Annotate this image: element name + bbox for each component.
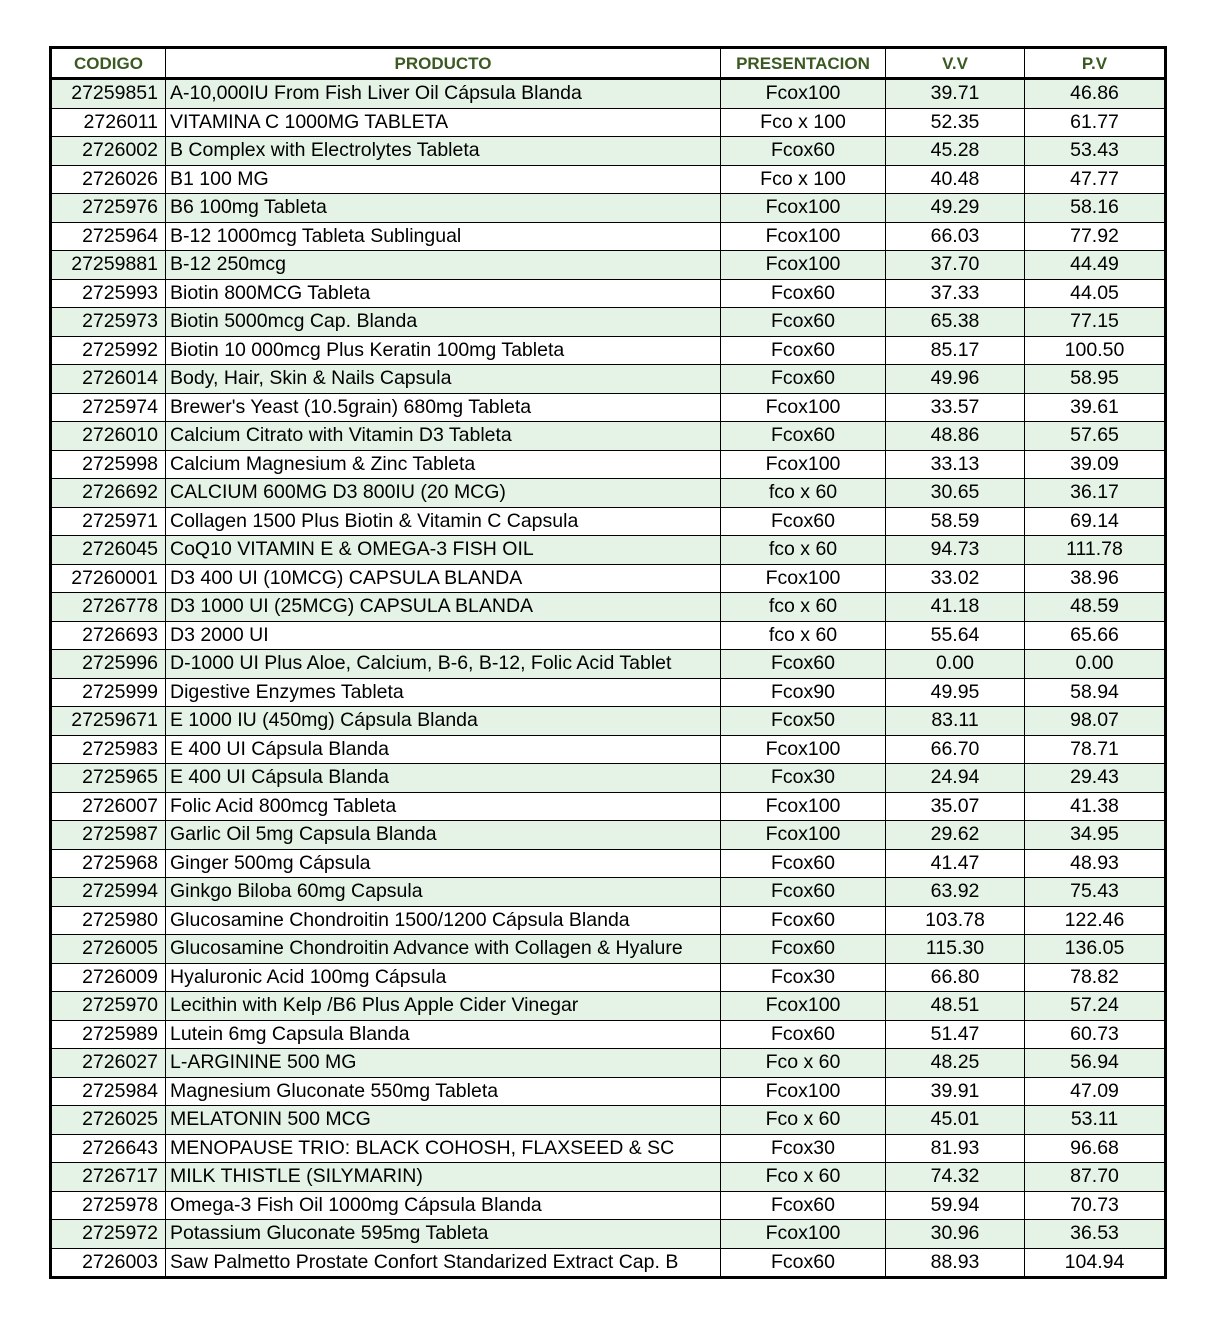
cell-codigo: 2725976 <box>51 194 166 223</box>
cell-producto: Glucosamine Chondroitin Advance with Collagen & Hyalure <box>166 935 721 964</box>
cell-producto: Lutein 6mg Capsula Blanda <box>166 1020 721 1049</box>
cell-presentacion: Fcox60 <box>721 906 886 935</box>
cell-producto: D-1000 UI Plus Aloe, Calcium, B-6, B-12, Folic Acid Tablet <box>166 650 721 679</box>
cell-vv: 40.48 <box>886 165 1025 194</box>
cell-codigo: 2725987 <box>51 821 166 850</box>
cell-presentacion: Fcox60 <box>721 650 886 679</box>
table-row <box>51 1049 1166 1078</box>
cell-producto: Garlic Oil 5mg Capsula Blanda <box>166 821 721 850</box>
cell-vv: 81.93 <box>886 1134 1025 1163</box>
cell-presentacion: Fcox60 <box>721 1191 886 1220</box>
cell-codigo: 2726011 <box>51 108 166 137</box>
cell-producto: Biotin 5000mcg Cap. Blanda <box>166 308 721 337</box>
cell-pv: 39.61 <box>1025 393 1166 422</box>
cell-vv: 94.73 <box>886 536 1025 565</box>
cell-presentacion: Fcox60 <box>721 935 886 964</box>
cell-codigo: 2725971 <box>51 507 166 536</box>
table-row <box>51 222 1166 251</box>
cell-producto: Digestive Enzymes Tableta <box>166 678 721 707</box>
table-row <box>51 963 1166 992</box>
cell-producto: E 1000 IU (450mg) Cápsula Blanda <box>166 707 721 736</box>
table-row <box>51 336 1166 365</box>
cell-presentacion: Fcox100 <box>721 735 886 764</box>
table-row <box>51 1163 1166 1192</box>
table-row <box>51 507 1166 536</box>
cell-vv: 48.25 <box>886 1049 1025 1078</box>
cell-vv: 30.65 <box>886 479 1025 508</box>
cell-pv: 44.49 <box>1025 251 1166 280</box>
cell-codigo: 2725980 <box>51 906 166 935</box>
cell-vv: 24.94 <box>886 764 1025 793</box>
cell-vv: 33.02 <box>886 564 1025 593</box>
table-row <box>51 536 1166 565</box>
cell-producto: Ginger 500mg Cápsula <box>166 849 721 878</box>
cell-presentacion: Fco x 60 <box>721 1106 886 1135</box>
cell-pv: 48.93 <box>1025 849 1166 878</box>
cell-producto: Ginkgo Biloba 60mg Capsula <box>166 878 721 907</box>
cell-codigo: 2725994 <box>51 878 166 907</box>
cell-pv: 34.95 <box>1025 821 1166 850</box>
cell-codigo: 2725965 <box>51 764 166 793</box>
cell-vv: 49.96 <box>886 365 1025 394</box>
cell-presentacion: Fcox90 <box>721 678 886 707</box>
table-row <box>51 308 1166 337</box>
cell-pv: 53.43 <box>1025 137 1166 166</box>
cell-presentacion: Fco x 100 <box>721 165 886 194</box>
cell-producto: D3 400 UI (10MCG) CAPSULA BLANDA <box>166 564 721 593</box>
cell-pv: 39.09 <box>1025 450 1166 479</box>
cell-producto: Collagen 1500 Plus Biotin & Vitamin C Capsula <box>166 507 721 536</box>
cell-pv: 38.96 <box>1025 564 1166 593</box>
cell-vv: 39.71 <box>886 79 1025 109</box>
table-row <box>51 422 1166 451</box>
cell-vv: 59.94 <box>886 1191 1025 1220</box>
header-presentacion: PRESENTACION <box>721 48 886 79</box>
cell-vv: 0.00 <box>886 650 1025 679</box>
cell-codigo: 27259881 <box>51 251 166 280</box>
table-row <box>51 621 1166 650</box>
table-row <box>51 821 1166 850</box>
cell-pv: 48.59 <box>1025 593 1166 622</box>
table-row <box>51 650 1166 679</box>
header-producto: PRODUCTO <box>166 48 721 79</box>
cell-vv: 66.80 <box>886 963 1025 992</box>
header-row <box>51 48 1166 79</box>
cell-pv: 29.43 <box>1025 764 1166 793</box>
cell-vv: 115.30 <box>886 935 1025 964</box>
cell-presentacion: Fcox60 <box>721 279 886 308</box>
cell-codigo: 27259851 <box>51 79 166 109</box>
cell-codigo: 2725996 <box>51 650 166 679</box>
table-row <box>51 593 1166 622</box>
cell-codigo: 2725998 <box>51 450 166 479</box>
cell-presentacion: Fcox100 <box>721 194 886 223</box>
price-table <box>49 46 1167 1279</box>
cell-presentacion: Fcox100 <box>721 393 886 422</box>
cell-codigo: 2725989 <box>51 1020 166 1049</box>
cell-pv: 57.24 <box>1025 992 1166 1021</box>
cell-codigo: 2726010 <box>51 422 166 451</box>
table-row <box>51 79 1166 109</box>
cell-codigo: 2726717 <box>51 1163 166 1192</box>
cell-presentacion: Fcox60 <box>721 507 886 536</box>
cell-producto: Folic Acid 800mcg Tableta <box>166 792 721 821</box>
cell-vv: 58.59 <box>886 507 1025 536</box>
cell-vv: 48.86 <box>886 422 1025 451</box>
table-header <box>51 48 1166 79</box>
cell-presentacion: Fcox60 <box>721 1020 886 1049</box>
cell-vv: 48.51 <box>886 992 1025 1021</box>
table-row <box>51 707 1166 736</box>
cell-producto: Brewer's Yeast (10.5grain) 680mg Tableta <box>166 393 721 422</box>
cell-presentacion: fco x 60 <box>721 479 886 508</box>
cell-pv: 75.43 <box>1025 878 1166 907</box>
cell-codigo: 2726005 <box>51 935 166 964</box>
cell-vv: 52.35 <box>886 108 1025 137</box>
cell-codigo: 2726003 <box>51 1248 166 1278</box>
cell-pv: 44.05 <box>1025 279 1166 308</box>
table-row <box>51 137 1166 166</box>
cell-codigo: 2726009 <box>51 963 166 992</box>
table-row <box>51 792 1166 821</box>
cell-presentacion: Fcox100 <box>721 1077 886 1106</box>
cell-producto: E 400 UI Cápsula Blanda <box>166 735 721 764</box>
cell-presentacion: Fcox100 <box>721 251 886 280</box>
cell-vv: 103.78 <box>886 906 1025 935</box>
cell-pv: 61.77 <box>1025 108 1166 137</box>
cell-codigo: 2726026 <box>51 165 166 194</box>
cell-producto: E 400 UI Cápsula Blanda <box>166 764 721 793</box>
cell-producto: MELATONIN 500 MCG <box>166 1106 721 1135</box>
cell-presentacion: Fco x 60 <box>721 1163 886 1192</box>
cell-producto: MENOPAUSE TRIO: BLACK COHOSH, FLAXSEED & SC <box>166 1134 721 1163</box>
cell-presentacion: Fcox100 <box>721 792 886 821</box>
cell-producto: D3 1000 UI (25MCG) CAPSULA BLANDA <box>166 593 721 622</box>
cell-codigo: 2725984 <box>51 1077 166 1106</box>
table-row <box>51 564 1166 593</box>
cell-producto: Saw Palmetto Prostate Confort Standarized Extract Cap. B <box>166 1248 721 1278</box>
cell-codigo: 2725964 <box>51 222 166 251</box>
cell-producto: MILK THISTLE (SILYMARIN) <box>166 1163 721 1192</box>
cell-vv: 35.07 <box>886 792 1025 821</box>
table-row <box>51 1020 1166 1049</box>
cell-presentacion: fco x 60 <box>721 621 886 650</box>
table-row <box>51 194 1166 223</box>
cell-codigo: 2726002 <box>51 137 166 166</box>
cell-producto: Glucosamine Chondroitin 1500/1200 Cápsula Blanda <box>166 906 721 935</box>
cell-pv: 58.95 <box>1025 365 1166 394</box>
cell-codigo: 2726692 <box>51 479 166 508</box>
cell-presentacion: Fcox60 <box>721 878 886 907</box>
table-row <box>51 279 1166 308</box>
cell-pv: 58.94 <box>1025 678 1166 707</box>
cell-pv: 46.86 <box>1025 79 1166 109</box>
cell-pv: 47.09 <box>1025 1077 1166 1106</box>
cell-producto: Body, Hair, Skin & Nails Capsula <box>166 365 721 394</box>
cell-presentacion: Fcox60 <box>721 422 886 451</box>
header-pv: P.V <box>1025 48 1166 79</box>
cell-vv: 45.01 <box>886 1106 1025 1135</box>
cell-pv: 100.50 <box>1025 336 1166 365</box>
cell-pv: 122.46 <box>1025 906 1166 935</box>
cell-presentacion: Fcox60 <box>721 365 886 394</box>
cell-pv: 77.15 <box>1025 308 1166 337</box>
cell-producto: CALCIUM 600MG D3 800IU (20 MCG) <box>166 479 721 508</box>
cell-producto: Hyaluronic Acid 100mg Cápsula <box>166 963 721 992</box>
cell-codigo: 2725970 <box>51 992 166 1021</box>
cell-pv: 47.77 <box>1025 165 1166 194</box>
table-row <box>51 992 1166 1021</box>
table-row <box>51 849 1166 878</box>
cell-vv: 55.64 <box>886 621 1025 650</box>
header-codigo: CODIGO <box>51 48 166 79</box>
cell-codigo: 2726025 <box>51 1106 166 1135</box>
table-row <box>51 1248 1166 1278</box>
cell-presentacion: Fcox60 <box>721 849 886 878</box>
table-row <box>51 906 1166 935</box>
cell-presentacion: Fcox60 <box>721 336 886 365</box>
table-row <box>51 735 1166 764</box>
cell-vv: 30.96 <box>886 1220 1025 1249</box>
table-row <box>51 764 1166 793</box>
cell-pv: 65.66 <box>1025 621 1166 650</box>
cell-codigo: 2726778 <box>51 593 166 622</box>
cell-pv: 104.94 <box>1025 1248 1166 1278</box>
cell-codigo: 27260001 <box>51 564 166 593</box>
table-row <box>51 165 1166 194</box>
cell-pv: 70.73 <box>1025 1191 1166 1220</box>
cell-pv: 58.16 <box>1025 194 1166 223</box>
cell-presentacion: Fco x 60 <box>721 1049 886 1078</box>
cell-vv: 85.17 <box>886 336 1025 365</box>
cell-vv: 49.29 <box>886 194 1025 223</box>
cell-presentacion: Fcox60 <box>721 1248 886 1278</box>
cell-pv: 136.05 <box>1025 935 1166 964</box>
cell-vv: 41.18 <box>886 593 1025 622</box>
cell-codigo: 2725993 <box>51 279 166 308</box>
cell-pv: 36.53 <box>1025 1220 1166 1249</box>
cell-producto: B1 100 MG <box>166 165 721 194</box>
cell-producto: Calcium Citrato with Vitamin D3 Tableta <box>166 422 721 451</box>
cell-codigo: 2725973 <box>51 308 166 337</box>
cell-pv: 111.78 <box>1025 536 1166 565</box>
cell-vv: 37.33 <box>886 279 1025 308</box>
cell-presentacion: fco x 60 <box>721 536 886 565</box>
table-row <box>51 251 1166 280</box>
cell-presentacion: Fcox100 <box>721 821 886 850</box>
cell-producto: B-12 1000mcg Tableta Sublingual <box>166 222 721 251</box>
cell-codigo: 2725968 <box>51 849 166 878</box>
cell-producto: Potassium Gluconate 595mg Tableta <box>166 1220 721 1249</box>
cell-codigo: 2725978 <box>51 1191 166 1220</box>
cell-producto: B Complex with Electrolytes Tableta <box>166 137 721 166</box>
cell-pv: 41.38 <box>1025 792 1166 821</box>
cell-producto: Calcium Magnesium & Zinc Tableta <box>166 450 721 479</box>
cell-pv: 96.68 <box>1025 1134 1166 1163</box>
table-row <box>51 365 1166 394</box>
cell-codigo: 2726693 <box>51 621 166 650</box>
cell-presentacion: Fcox100 <box>721 564 886 593</box>
cell-producto: B6 100mg Tableta <box>166 194 721 223</box>
table-row <box>51 479 1166 508</box>
cell-vv: 33.57 <box>886 393 1025 422</box>
cell-producto: Lecithin with Kelp /B6 Plus Apple Cider Vinegar <box>166 992 721 1021</box>
cell-presentacion: Fco x 100 <box>721 108 886 137</box>
cell-presentacion: Fcox60 <box>721 308 886 337</box>
cell-vv: 41.47 <box>886 849 1025 878</box>
cell-vv: 88.93 <box>886 1248 1025 1278</box>
cell-producto: VITAMINA C 1000MG TABLETA <box>166 108 721 137</box>
cell-pv: 77.92 <box>1025 222 1166 251</box>
cell-presentacion: Fcox50 <box>721 707 886 736</box>
cell-codigo: 2725974 <box>51 393 166 422</box>
table-row <box>51 393 1166 422</box>
cell-vv: 83.11 <box>886 707 1025 736</box>
cell-codigo: 2726027 <box>51 1049 166 1078</box>
cell-producto: Omega-3 Fish Oil 1000mg Cápsula Blanda <box>166 1191 721 1220</box>
cell-producto: A-10,000IU From Fish Liver Oil Cápsula Blanda <box>166 79 721 109</box>
cell-presentacion: Fcox30 <box>721 764 886 793</box>
cell-pv: 87.70 <box>1025 1163 1166 1192</box>
table-row <box>51 108 1166 137</box>
cell-producto: Biotin 10 000mcg Plus Keratin 100mg Tableta <box>166 336 721 365</box>
cell-vv: 49.95 <box>886 678 1025 707</box>
cell-vv: 29.62 <box>886 821 1025 850</box>
cell-vv: 66.70 <box>886 735 1025 764</box>
cell-producto: D3 2000 UI <box>166 621 721 650</box>
cell-producto: Biotin 800MCG Tableta <box>166 279 721 308</box>
cell-codigo: 2726643 <box>51 1134 166 1163</box>
table-row <box>51 1106 1166 1135</box>
table-row <box>51 878 1166 907</box>
cell-vv: 66.03 <box>886 222 1025 251</box>
cell-pv: 98.07 <box>1025 707 1166 736</box>
cell-presentacion: Fcox30 <box>721 963 886 992</box>
cell-vv: 65.38 <box>886 308 1025 337</box>
cell-presentacion: Fcox30 <box>721 1134 886 1163</box>
cell-presentacion: Fcox100 <box>721 79 886 109</box>
cell-pv: 36.17 <box>1025 479 1166 508</box>
cell-presentacion: fco x 60 <box>721 593 886 622</box>
table-row <box>51 450 1166 479</box>
table-row <box>51 1191 1166 1220</box>
cell-presentacion: Fcox100 <box>721 1220 886 1249</box>
table-body <box>51 79 1166 1278</box>
cell-vv: 33.13 <box>886 450 1025 479</box>
cell-pv: 78.82 <box>1025 963 1166 992</box>
cell-producto: Magnesium Gluconate 550mg Tableta <box>166 1077 721 1106</box>
cell-vv: 45.28 <box>886 137 1025 166</box>
cell-pv: 69.14 <box>1025 507 1166 536</box>
cell-pv: 0.00 <box>1025 650 1166 679</box>
table-row <box>51 1220 1166 1249</box>
cell-presentacion: Fcox60 <box>721 137 886 166</box>
header-vv: V.V <box>886 48 1025 79</box>
cell-codigo: 2725992 <box>51 336 166 365</box>
cell-pv: 78.71 <box>1025 735 1166 764</box>
cell-vv: 39.91 <box>886 1077 1025 1106</box>
table-row <box>51 935 1166 964</box>
table-row <box>51 1134 1166 1163</box>
cell-producto: L-ARGININE 500 MG <box>166 1049 721 1078</box>
cell-codigo: 2726014 <box>51 365 166 394</box>
cell-vv: 37.70 <box>886 251 1025 280</box>
cell-pv: 57.65 <box>1025 422 1166 451</box>
cell-pv: 60.73 <box>1025 1020 1166 1049</box>
cell-vv: 74.32 <box>886 1163 1025 1192</box>
cell-presentacion: Fcox100 <box>721 222 886 251</box>
cell-codigo: 27259671 <box>51 707 166 736</box>
cell-producto: CoQ10 VITAMIN E & OMEGA-3 FISH OIL <box>166 536 721 565</box>
cell-vv: 63.92 <box>886 878 1025 907</box>
cell-presentacion: Fcox100 <box>721 450 886 479</box>
cell-producto: B-12 250mcg <box>166 251 721 280</box>
cell-codigo: 2725972 <box>51 1220 166 1249</box>
cell-vv: 51.47 <box>886 1020 1025 1049</box>
cell-codigo: 2726045 <box>51 536 166 565</box>
cell-pv: 56.94 <box>1025 1049 1166 1078</box>
table-row <box>51 678 1166 707</box>
table-row <box>51 1077 1166 1106</box>
cell-pv: 53.11 <box>1025 1106 1166 1135</box>
cell-codigo: 2725999 <box>51 678 166 707</box>
cell-codigo: 2726007 <box>51 792 166 821</box>
cell-presentacion: Fcox100 <box>721 992 886 1021</box>
cell-codigo: 2725983 <box>51 735 166 764</box>
